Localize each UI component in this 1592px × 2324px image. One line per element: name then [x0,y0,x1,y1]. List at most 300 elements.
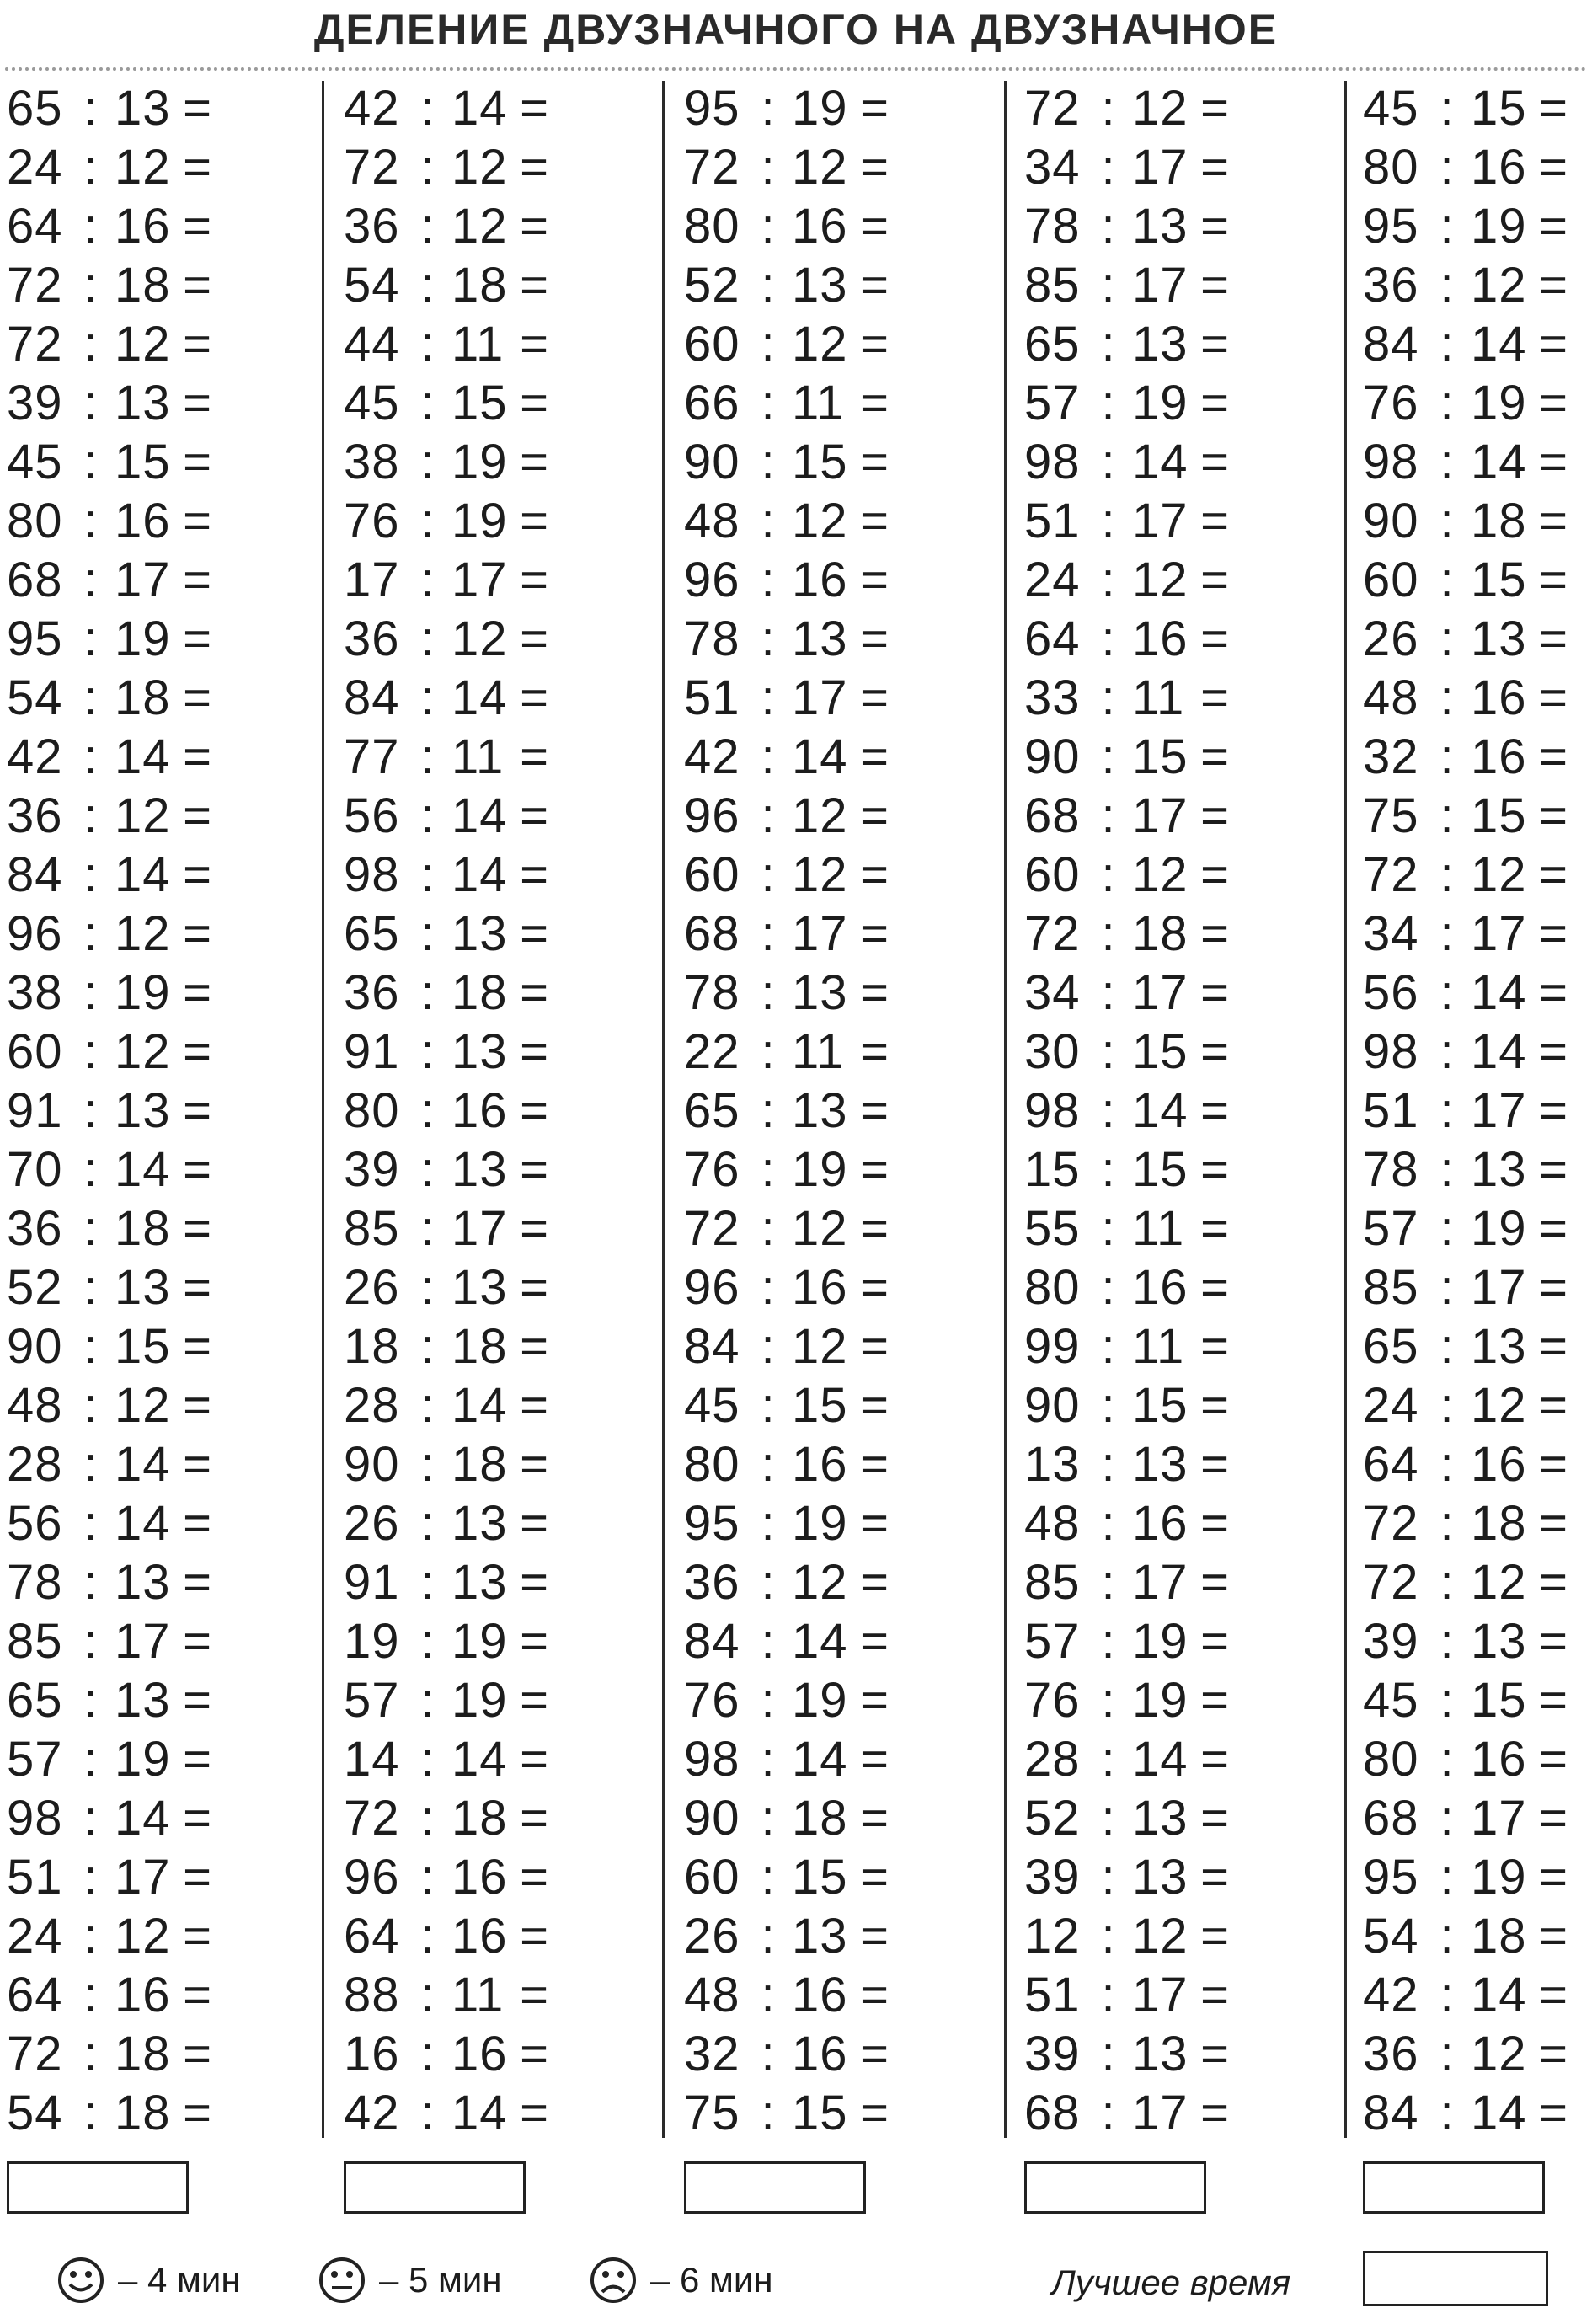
divisor: 16 [792,1437,848,1492]
dividend: 72 [1024,81,1081,136]
division-sign: : [83,435,99,489]
exercise-row [344,1850,549,1905]
exercise-row [1363,847,1568,902]
equals-sign: = [1200,788,1230,843]
divisor: 12 [1132,81,1189,136]
equals-sign: = [860,670,889,725]
divisor: 18 [451,1319,508,1374]
exercise-row [684,2027,889,2081]
equals-sign: = [1200,1850,1230,1905]
equals-sign: = [1539,317,1568,371]
division-sign: : [420,199,435,254]
division-sign: : [420,788,435,843]
divisor: 16 [115,199,171,254]
division-sign: : [420,2086,435,2140]
equals-sign: = [1539,788,1568,843]
equals-sign: = [1539,376,1568,430]
exercise-row [7,965,212,1020]
dividend: 72 [684,140,740,195]
division-sign: : [1101,1791,1116,1846]
exercise-row [1363,1201,1568,1256]
exercise-row [344,670,549,725]
division-sign: : [1101,1909,1116,1963]
dividend: 45 [684,1378,740,1433]
divisor: 19 [115,612,171,666]
dividend: 57 [1024,1614,1081,1669]
equals-sign: = [520,1378,549,1433]
dividend: 45 [1363,1673,1419,1728]
exercise-row [1024,1968,1230,2022]
divisor: 13 [792,612,848,666]
exercise-row [7,906,212,961]
divisor: 18 [792,1791,848,1846]
equals-sign: = [1539,435,1568,489]
dividend: 42 [7,729,63,784]
division-sign: : [1440,1260,1455,1315]
divisor: 13 [1132,1437,1189,1492]
equals-sign: = [1200,258,1230,313]
time-box-4[interactable] [1024,2161,1206,2214]
exercise-row [344,965,549,1020]
divisor: 12 [1132,847,1189,902]
division-sign: : [1101,1437,1116,1492]
exercise-row [684,81,889,136]
equals-sign: = [1200,612,1230,666]
division-sign: : [420,1437,435,1492]
division-sign: : [1440,1496,1455,1551]
dividend: 68 [1024,2086,1081,2140]
division-sign: : [83,1260,99,1315]
equals-sign: = [520,1437,549,1492]
divisor: 19 [451,494,508,548]
dividend: 39 [1024,2027,1081,2081]
equals-sign: = [520,670,549,725]
division-sign: : [1440,2086,1455,2140]
time-box-1[interactable] [7,2161,189,2214]
dividend: 36 [1363,2027,1419,2081]
exercise-row [1024,1260,1230,1315]
equals-sign: = [183,1024,212,1079]
equals-sign: = [1200,1791,1230,1846]
divisor: 12 [115,906,171,961]
divisor: 16 [451,1850,508,1905]
equals-sign: = [860,1555,889,1610]
divisor: 12 [451,612,508,666]
equals-sign: = [1200,1024,1230,1079]
exercise-row [1024,847,1230,902]
dividend: 51 [1024,494,1081,548]
equals-sign: = [1200,847,1230,902]
dividend: 95 [1363,1850,1419,1905]
division-sign: : [1440,1024,1455,1079]
divisor: 18 [451,1437,508,1492]
division-sign: : [761,1024,776,1079]
dividend: 48 [684,494,740,548]
dividend: 54 [344,258,400,313]
equals-sign: = [1539,494,1568,548]
division-sign: : [420,670,435,725]
divisor: 17 [1132,965,1189,1020]
equals-sign: = [1200,1437,1230,1492]
division-sign: : [761,1850,776,1905]
equals-sign: = [183,2027,212,2081]
dividend: 95 [684,81,740,136]
dividend: 39 [1024,1850,1081,1905]
equals-sign: = [520,1260,549,1315]
equals-sign: = [1539,1614,1568,1669]
dividend: 80 [684,199,740,254]
exercise-row [1363,1024,1568,1079]
best-time-box[interactable] [1363,2251,1548,2306]
dividend: 85 [1363,1260,1419,1315]
divisor: 13 [115,376,171,430]
exercise-row [344,1673,549,1728]
divisor: 19 [451,1673,508,1728]
divisor: 13 [1471,1142,1527,1197]
exercise-row [344,1260,549,1315]
exercise-row [684,317,889,371]
exercise-row [7,1909,212,1963]
equals-sign: = [1539,1378,1568,1433]
exercise-row [1024,1614,1230,1669]
division-sign: : [420,258,435,313]
dividend: 90 [344,1437,400,1492]
dividend: 76 [684,1142,740,1197]
divisor: 16 [792,1968,848,2022]
divisor: 12 [115,317,171,371]
equals-sign: = [1539,1437,1568,1492]
equals-sign: = [183,494,212,548]
division-sign: : [1101,81,1116,136]
exercise-row [1363,376,1568,430]
division-sign: : [1440,1378,1455,1433]
division-sign: : [1440,376,1455,430]
division-sign: : [83,494,99,548]
division-sign: : [1440,435,1455,489]
division-sign: : [761,1555,776,1610]
exercise-row [1024,553,1230,607]
equals-sign: = [520,376,549,430]
equals-sign: = [183,81,212,136]
dividend: 52 [7,1260,63,1315]
dividend: 36 [344,965,400,1020]
divisor: 17 [451,1201,508,1256]
dividend: 72 [684,1201,740,1256]
exercise-row [1363,1260,1568,1315]
division-sign: : [83,1909,99,1963]
division-sign: : [761,2086,776,2140]
dividend: 68 [7,553,63,607]
dividend: 84 [1363,2086,1419,2140]
divisor: 16 [1132,1496,1189,1551]
equals-sign: = [1200,1201,1230,1256]
division-sign: : [1101,317,1116,371]
division-sign: : [83,1319,99,1374]
exercise-row [1363,1614,1568,1669]
exercise-row [684,553,889,607]
equals-sign: = [1539,1024,1568,1079]
time-box-3[interactable] [684,2161,866,2214]
equals-sign: = [860,1496,889,1551]
dividend: 96 [684,1260,740,1315]
divisor: 19 [792,81,848,136]
divisor: 11 [451,1968,505,2022]
divisor: 12 [115,140,171,195]
division-sign: : [761,1968,776,2022]
division-sign: : [420,376,435,430]
dividend: 36 [1363,258,1419,313]
divisor: 18 [115,1201,171,1256]
equals-sign: = [520,1496,549,1551]
division-sign: : [1440,494,1455,548]
divisor: 16 [792,1260,848,1315]
exercise-row [7,847,212,902]
page-title: ДЕЛЕНИЕ ДВУЗНАЧНОГО НА ДВУЗНАЧНОЕ [313,6,1279,53]
division-sign: : [420,1319,435,1374]
divisor: 14 [1471,2086,1527,2140]
dividend: 84 [684,1319,740,1374]
dividend: 60 [684,1850,740,1905]
exercise-row [7,494,212,548]
equals-sign: = [183,612,212,666]
equals-sign: = [520,1791,549,1846]
equals-sign: = [520,729,549,784]
division-sign: : [1440,1319,1455,1374]
equals-sign: = [860,81,889,136]
division-sign: : [761,494,776,548]
exercise-row [344,553,549,607]
divisor: 15 [1132,729,1189,784]
division-sign: : [761,670,776,725]
exercise-row [7,1083,212,1138]
exercise-row [684,1319,889,1374]
equals-sign: = [1539,1909,1568,1963]
equals-sign: = [520,965,549,1020]
division-sign: : [1101,612,1116,666]
exercise-row [684,2086,889,2140]
equals-sign: = [1200,1378,1230,1433]
divisor: 14 [792,1614,848,1669]
equals-sign: = [860,2086,889,2140]
division-sign: : [83,1968,99,2022]
exercise-row [344,1732,549,1787]
dividend: 91 [7,1083,63,1138]
division-sign: : [420,1142,435,1197]
division-sign: : [1440,199,1455,254]
division-sign: : [83,258,99,313]
dividend: 30 [1024,1024,1081,1079]
equals-sign: = [1200,1260,1230,1315]
divisor: 13 [1471,612,1527,666]
divisor: 13 [451,906,508,961]
exercise-row [1363,553,1568,607]
time-box-5[interactable] [1363,2161,1545,2214]
equals-sign: = [1200,965,1230,1020]
divisor: 14 [451,670,508,725]
divisor: 15 [1471,1673,1527,1728]
division-sign: : [761,788,776,843]
dividend: 60 [1363,553,1419,607]
dividend: 90 [1363,494,1419,548]
equals-sign: = [1539,1732,1568,1787]
division-sign: : [83,140,99,195]
equals-sign: = [183,1437,212,1492]
division-sign: : [83,1378,99,1433]
exercise-row [344,494,549,548]
division-sign: : [761,140,776,195]
divisor: 19 [1471,1201,1527,1256]
equals-sign: = [1200,553,1230,607]
divisor: 14 [451,788,508,843]
division-sign: : [1440,2027,1455,2081]
division-sign: : [83,612,99,666]
equals-sign: = [860,258,889,313]
equals-sign: = [860,1850,889,1905]
division-sign: : [420,1378,435,1433]
divisor: 13 [115,81,171,136]
divisor: 14 [451,1378,508,1433]
exercise-row [1363,140,1568,195]
divisor: 12 [1132,553,1189,607]
divisor: 19 [1471,376,1527,430]
exercise-row [7,1201,212,1256]
dividend: 22 [684,1024,740,1079]
divisor: 17 [1132,788,1189,843]
divisor: 17 [1471,1260,1527,1315]
division-sign: : [83,965,99,1020]
equals-sign: = [1539,1555,1568,1610]
equals-sign: = [860,906,889,961]
divisor: 14 [115,847,171,902]
divisor: 12 [451,199,508,254]
dividend: 12 [1024,1909,1081,1963]
division-sign: : [1440,612,1455,666]
dividend: 56 [7,1496,63,1551]
divisor: 19 [792,1673,848,1728]
divisor: 19 [792,1496,848,1551]
divisor: 12 [1471,258,1527,313]
division-sign: : [761,2027,776,2081]
exercise-row [684,1673,889,1728]
dividend: 90 [1024,1378,1081,1433]
division-sign: : [1101,1142,1116,1197]
division-sign: : [1440,670,1455,725]
dividend: 98 [1363,435,1419,489]
equals-sign: = [1200,1496,1230,1551]
equals-sign: = [183,1496,212,1551]
equals-sign: = [860,847,889,902]
exercise-row [1024,1024,1230,1079]
exercise-row [344,1968,549,2022]
dividend: 65 [684,1083,740,1138]
exercise-row [684,1850,889,1905]
exercise-row [344,199,549,254]
division-sign: : [1101,435,1116,489]
dividend: 34 [1024,140,1081,195]
equals-sign: = [860,140,889,195]
equals-sign: = [1200,1142,1230,1197]
equals-sign: = [1539,1791,1568,1846]
divisor: 11 [1132,1319,1185,1374]
dividend: 48 [1024,1496,1081,1551]
equals-sign: = [1539,1968,1568,2022]
division-sign: : [420,435,435,489]
division-sign: : [1440,847,1455,902]
equals-sign: = [520,612,549,666]
equals-sign: = [520,788,549,843]
dividend: 52 [1024,1791,1081,1846]
exercise-row [7,376,212,430]
exercise-row [684,1909,889,1963]
division-sign: : [420,81,435,136]
exercise-row [344,1083,549,1138]
dividend: 80 [684,1437,740,1492]
equals-sign: = [520,1024,549,1079]
dividend: 48 [7,1378,63,1433]
dividend: 68 [684,906,740,961]
equals-sign: = [520,199,549,254]
division-sign: : [420,1968,435,2022]
divisor: 13 [115,1555,171,1610]
divisor: 17 [1471,1083,1527,1138]
division-sign: : [83,1673,99,1728]
dividend: 80 [1363,1732,1419,1787]
equals-sign: = [1200,1083,1230,1138]
divisor: 13 [1132,317,1189,371]
division-sign: : [1440,258,1455,313]
division-sign: : [420,965,435,1020]
divisor: 15 [792,2086,848,2140]
division-sign: : [1101,670,1116,725]
exercise-row [344,788,549,843]
division-sign: : [1440,1201,1455,1256]
dividend: 90 [684,435,740,489]
legend-smile [56,2251,241,2310]
exercise-row [344,1496,549,1551]
equals-sign: = [520,1614,549,1669]
equals-sign: = [1539,1201,1568,1256]
dividend: 80 [1024,1260,1081,1315]
time-box-2[interactable] [344,2161,526,2214]
exercise-row [1363,1968,1568,2022]
dividend: 98 [1024,435,1081,489]
equals-sign: = [860,1673,889,1728]
division-sign: : [420,494,435,548]
dividend: 64 [1363,1437,1419,1492]
exercise-row [7,1319,212,1374]
exercise-row [1363,670,1568,725]
divisor: 14 [451,847,508,902]
dividend: 15 [1024,1142,1081,1197]
dividend: 64 [1024,612,1081,666]
divisor: 19 [115,1732,171,1787]
division-sign: : [761,317,776,371]
exercise-row [7,435,212,489]
dividend: 72 [344,140,400,195]
exercise-row [684,906,889,961]
division-sign: : [420,1083,435,1138]
dividend: 57 [1363,1201,1419,1256]
equals-sign: = [1539,670,1568,725]
dividend: 54 [7,2086,63,2140]
dividend: 76 [684,1673,740,1728]
equals-sign: = [1200,1319,1230,1374]
exercise-row [7,1791,212,1846]
exercise-row [684,1142,889,1197]
column-divider-1 [322,81,324,2138]
dividend: 45 [344,376,400,430]
division-sign: : [761,1319,776,1374]
